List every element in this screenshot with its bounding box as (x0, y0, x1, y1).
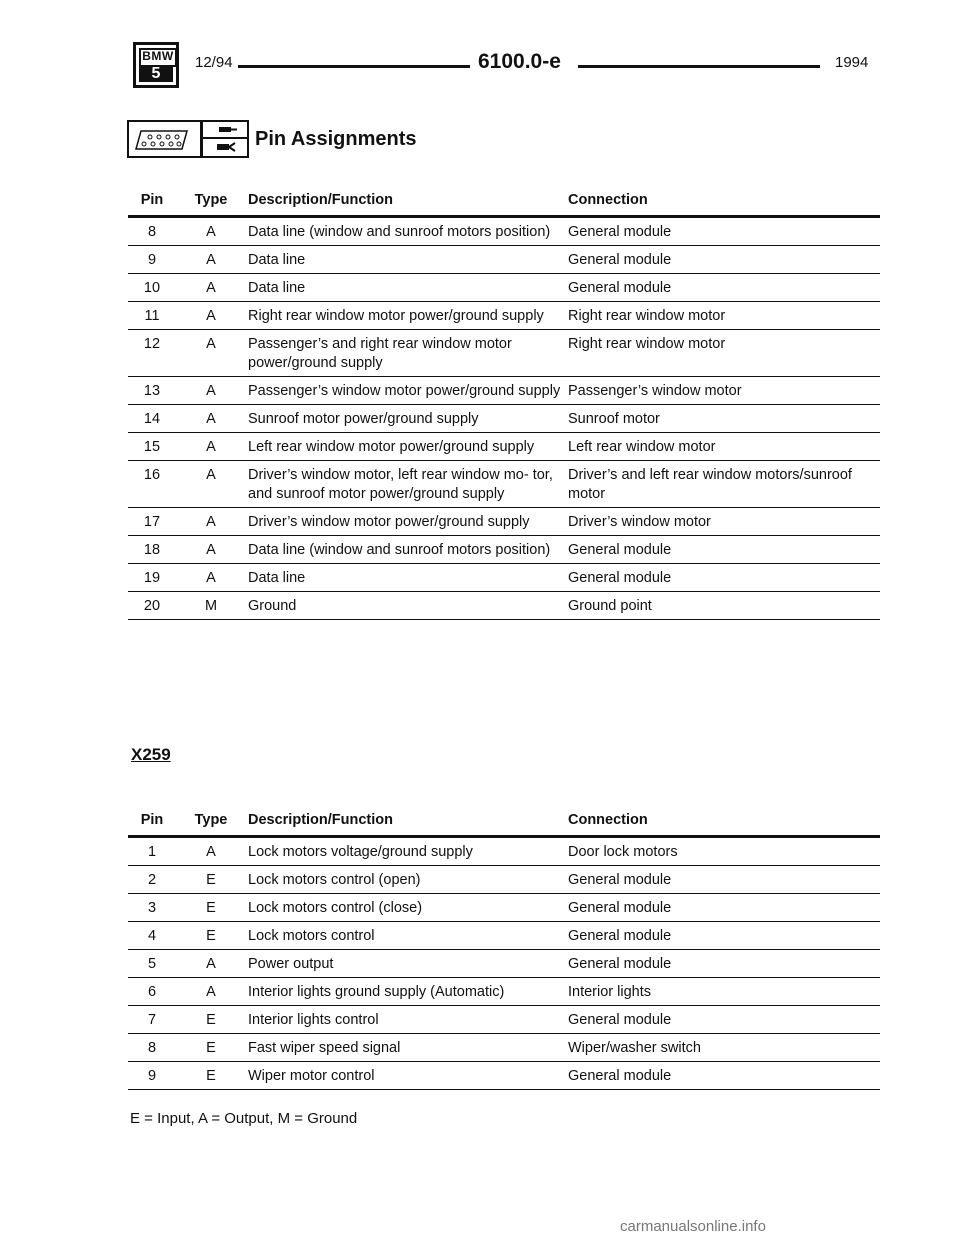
cell-pin: 20 (128, 592, 176, 620)
column-header-type: Type (176, 192, 246, 217)
cell-description: Lock motors voltage/ground supply (246, 837, 566, 866)
cell-type: M (176, 592, 246, 620)
table-row (128, 894, 880, 922)
connector-x259-heading: X259 (131, 745, 171, 764)
cell-pin: 7 (128, 1006, 176, 1034)
cell-type: A (176, 274, 246, 302)
cell-type: A (176, 536, 246, 564)
connector-icon (127, 120, 202, 158)
cell-type: E (176, 1062, 246, 1090)
cell-description: Lock motors control (246, 922, 566, 950)
table-row (128, 405, 880, 433)
cell-pin: 17 (128, 508, 176, 536)
table-row (128, 1062, 880, 1090)
cell-type: E (176, 866, 246, 894)
cell-pin: 16 (128, 461, 176, 508)
cell-type: A (176, 508, 246, 536)
cell-connection: General module (566, 922, 880, 950)
cell-connection: Driver’s and left rear window motors/sunroof motor (566, 461, 880, 508)
cell-type: E (176, 1034, 246, 1062)
column-header-pin: Pin (128, 192, 176, 217)
table-row (128, 922, 880, 950)
table-row (128, 217, 880, 246)
cell-type: A (176, 950, 246, 978)
cell-pin: 3 (128, 894, 176, 922)
column-header-type: Type (176, 812, 246, 837)
table-row (128, 433, 880, 461)
bmw-5-series-logo (133, 42, 179, 88)
cell-pin: 9 (128, 246, 176, 274)
pin-table-main (128, 192, 880, 620)
cell-connection: General module (566, 866, 880, 894)
cell-connection: Left rear window motor (566, 433, 880, 461)
cell-description: Lock motors control (open) (246, 866, 566, 894)
cell-pin: 5 (128, 950, 176, 978)
cell-connection: Wiper/washer switch (566, 1034, 880, 1062)
column-header-connection: Connection (566, 192, 880, 217)
cell-description: Data line (window and sunroof motors position) (246, 217, 566, 246)
cell-description: Data line (246, 274, 566, 302)
cell-pin: 8 (128, 217, 176, 246)
cell-type: A (176, 978, 246, 1006)
cell-type: E (176, 894, 246, 922)
cell-pin: 4 (128, 922, 176, 950)
cell-type: A (176, 461, 246, 508)
cell-description: Power output (246, 950, 566, 978)
table-row (128, 246, 880, 274)
cell-description: Data line (window and sunroof motors position) (246, 536, 566, 564)
cell-description: Passenger’s window motor power/ground supply (246, 377, 566, 405)
cell-type: A (176, 564, 246, 592)
cell-type: A (176, 302, 246, 330)
cell-type: A (176, 217, 246, 246)
cell-connection: Interior lights (566, 978, 880, 1006)
page-header (0, 40, 960, 90)
cell-connection: General module (566, 246, 880, 274)
cell-type: A (176, 405, 246, 433)
cell-pin: 15 (128, 433, 176, 461)
cell-pin: 19 (128, 564, 176, 592)
cell-pin: 11 (128, 302, 176, 330)
table-header-row (128, 812, 880, 837)
cell-connection: Right rear window motor (566, 302, 880, 330)
cell-connection: Driver’s window motor (566, 508, 880, 536)
cell-connection: General module (566, 894, 880, 922)
cell-description: Interior lights ground supply (Automatic) (246, 978, 566, 1006)
table-row (128, 330, 880, 377)
table-row (128, 950, 880, 978)
header-rule-right (578, 65, 820, 68)
cell-description: Data line (246, 246, 566, 274)
cell-connection: Right rear window motor (566, 330, 880, 377)
cell-type: A (176, 837, 246, 866)
table-row (128, 302, 880, 330)
cell-connection: Passenger’s window motor (566, 377, 880, 405)
cell-description: Left rear window motor power/ground supply (246, 433, 566, 461)
cell-pin: 18 (128, 536, 176, 564)
table-row (128, 1034, 880, 1062)
cell-description: Ground (246, 592, 566, 620)
cell-description: Right rear window motor power/ground supply (246, 302, 566, 330)
table-row (128, 592, 880, 620)
column-header-description: Description/Function (246, 812, 566, 837)
page-title: Pin Assignments (255, 128, 417, 150)
cell-connection: Sunroof motor (566, 405, 880, 433)
cell-connection: General module (566, 536, 880, 564)
table-row (128, 377, 880, 405)
cell-type: E (176, 922, 246, 950)
cell-description: Driver’s window motor, left rear window mo- tor, and sunroof motor power/ground supply (246, 461, 566, 508)
cell-pin: 10 (128, 274, 176, 302)
column-header-connection: Connection (566, 812, 880, 837)
watermark-footer: carmanualsonline.info (620, 1218, 766, 1235)
cell-description: Lock motors control (close) (246, 894, 566, 922)
cell-pin: 8 (128, 1034, 176, 1062)
type-legend: E = Input, A = Output, M = Ground (130, 1110, 358, 1127)
cell-pin: 2 (128, 866, 176, 894)
pin-table-x259 (128, 812, 880, 1090)
cell-type: A (176, 433, 246, 461)
header-year: 1994 (835, 54, 869, 71)
table-row (128, 564, 880, 592)
table-row (128, 536, 880, 564)
cell-connection: General module (566, 217, 880, 246)
logo-series-text: 5 (139, 65, 173, 82)
cell-type: A (176, 246, 246, 274)
cell-pin: 9 (128, 1062, 176, 1090)
cell-connection: General module (566, 1006, 880, 1034)
logo-brand-text: BMW (139, 48, 177, 67)
cell-description: Wiper motor control (246, 1062, 566, 1090)
cell-pin: 1 (128, 837, 176, 866)
cell-description: Sunroof motor power/ground supply (246, 405, 566, 433)
cell-description: Passenger’s and right rear window motor power/ground supply (246, 330, 566, 377)
table-header-row (128, 192, 880, 217)
cell-connection: General module (566, 950, 880, 978)
cell-connection: General module (566, 274, 880, 302)
header-date: 12/94 (195, 54, 233, 71)
column-header-description: Description/Function (246, 192, 566, 217)
cell-pin: 6 (128, 978, 176, 1006)
cell-pin: 14 (128, 405, 176, 433)
cell-description: Fast wiper speed signal (246, 1034, 566, 1062)
table-row (128, 274, 880, 302)
table-row (128, 837, 880, 866)
column-header-pin: Pin (128, 812, 176, 837)
document-code: 6100.0-e (478, 50, 561, 73)
table-row (128, 508, 880, 536)
cell-type: A (176, 330, 246, 377)
header-rule-left (238, 65, 470, 68)
cell-type: E (176, 1006, 246, 1034)
cell-connection: General module (566, 564, 880, 592)
cell-description: Interior lights control (246, 1006, 566, 1034)
cell-connection: General module (566, 1062, 880, 1090)
cell-description: Data line (246, 564, 566, 592)
cell-type: A (176, 377, 246, 405)
cell-pin: 12 (128, 330, 176, 377)
table-row (128, 1006, 880, 1034)
cell-description: Driver’s window motor power/ground supply (246, 508, 566, 536)
cell-pin: 13 (128, 377, 176, 405)
pin-pair-icon (201, 120, 249, 158)
cell-connection: Ground point (566, 592, 880, 620)
table-row (128, 461, 880, 508)
table-row (128, 978, 880, 1006)
table-row (128, 866, 880, 894)
cell-connection: Door lock motors (566, 837, 880, 866)
